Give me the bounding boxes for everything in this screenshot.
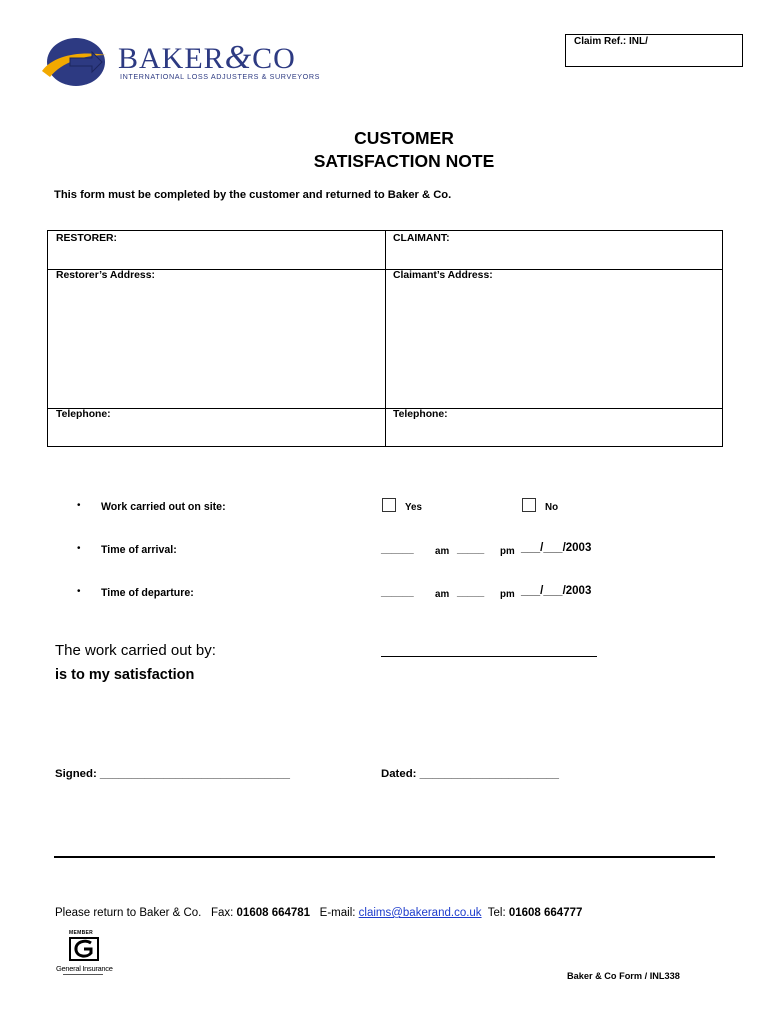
- footer-return-text: Please return to Baker & Co. Fax:: [55, 907, 237, 919]
- departure-date-field[interactable]: ___/___/2003: [521, 585, 592, 597]
- yes-label: Yes: [405, 502, 422, 513]
- arrival-am-field[interactable]: ______: [381, 544, 414, 555]
- claim-ref-label: Claim Ref.: INL/: [574, 36, 648, 47]
- footer-contact: [55, 907, 582, 919]
- departure-pm-label: pm: [500, 589, 515, 600]
- arrival-pm-field[interactable]: _____: [457, 544, 485, 555]
- work-carried-label: Work carried out on site:: [101, 501, 226, 513]
- no-checkbox[interactable]: [522, 498, 536, 512]
- departure-label: Time of departure:: [101, 587, 194, 599]
- arrival-date-field[interactable]: ___/___/2003: [521, 542, 592, 554]
- claimant-address-field[interactable]: Claimant’s Address:: [393, 270, 493, 281]
- member-badge: [55, 930, 115, 980]
- arrival-am-label: am: [435, 546, 450, 557]
- dated-field[interactable]: Dated: ______________________: [381, 768, 559, 780]
- footer-tel: 01608 664777: [508, 907, 583, 919]
- contact-table: [47, 230, 723, 447]
- page-title-line2: SATISFACTION NOTE: [313, 151, 495, 171]
- claimant-telephone-field[interactable]: Telephone:: [393, 409, 448, 420]
- departure-pm-field[interactable]: _____: [457, 587, 485, 598]
- no-label: No: [545, 502, 559, 513]
- member-badge-name: General Insurance: [56, 964, 113, 973]
- logo-tagline: INTERNATIONAL LOSS ADJUSTERS & SURVEYORS: [120, 72, 320, 81]
- satisfaction-text: is to my satisfaction: [55, 667, 195, 683]
- restorer-address-field[interactable]: Restorer’s Address:: [56, 270, 155, 281]
- footer-divider: [54, 856, 715, 858]
- claimant-field[interactable]: CLAIMANT:: [393, 233, 450, 244]
- member-badge-top-text: MEMBER: [69, 930, 94, 936]
- bullet-icon: •: [77, 500, 81, 511]
- footer-email-link[interactable]: claims@bakerand.co.uk: [358, 907, 482, 919]
- footer-tel-label: Tel:: [481, 907, 509, 919]
- form-id: Baker & Co Form / INL338: [567, 971, 680, 981]
- logo-emblem-icon: [40, 35, 110, 90]
- logo-name: BAKER: [118, 42, 225, 75]
- arrival-label: Time of arrival:: [101, 544, 177, 556]
- general-insurance-logo-icon: [69, 937, 99, 961]
- bullet-icon: •: [77, 586, 81, 597]
- page-title-line1: CUSTOMER: [354, 128, 454, 148]
- work-by-label: The work carried out by:: [55, 642, 216, 659]
- footer-email-label: E-mail:: [310, 907, 359, 919]
- work-by-field[interactable]: [381, 656, 597, 657]
- table-divider-2: [48, 408, 722, 409]
- claim-ref-field[interactable]: [565, 34, 743, 67]
- signed-field[interactable]: Signed: ______________________________: [55, 768, 290, 780]
- restorer-field[interactable]: RESTORER:: [56, 233, 118, 244]
- arrival-pm-label: pm: [500, 546, 515, 557]
- bullet-icon: •: [77, 543, 81, 554]
- table-divider-vertical: [385, 231, 386, 446]
- footer-fax: 01608 664781: [236, 907, 311, 919]
- logo-co: CO: [252, 42, 296, 75]
- intro-text: This form must be completed by the customer and returned to Baker & Co.: [54, 189, 452, 201]
- departure-am-label: am: [435, 589, 450, 600]
- restorer-telephone-field[interactable]: Telephone:: [56, 409, 111, 420]
- member-badge-subline: [63, 974, 103, 975]
- departure-am-field[interactable]: ______: [381, 587, 414, 598]
- company-logo: [40, 35, 330, 90]
- yes-checkbox[interactable]: [382, 498, 396, 512]
- logo-ampersand: &: [224, 39, 253, 76]
